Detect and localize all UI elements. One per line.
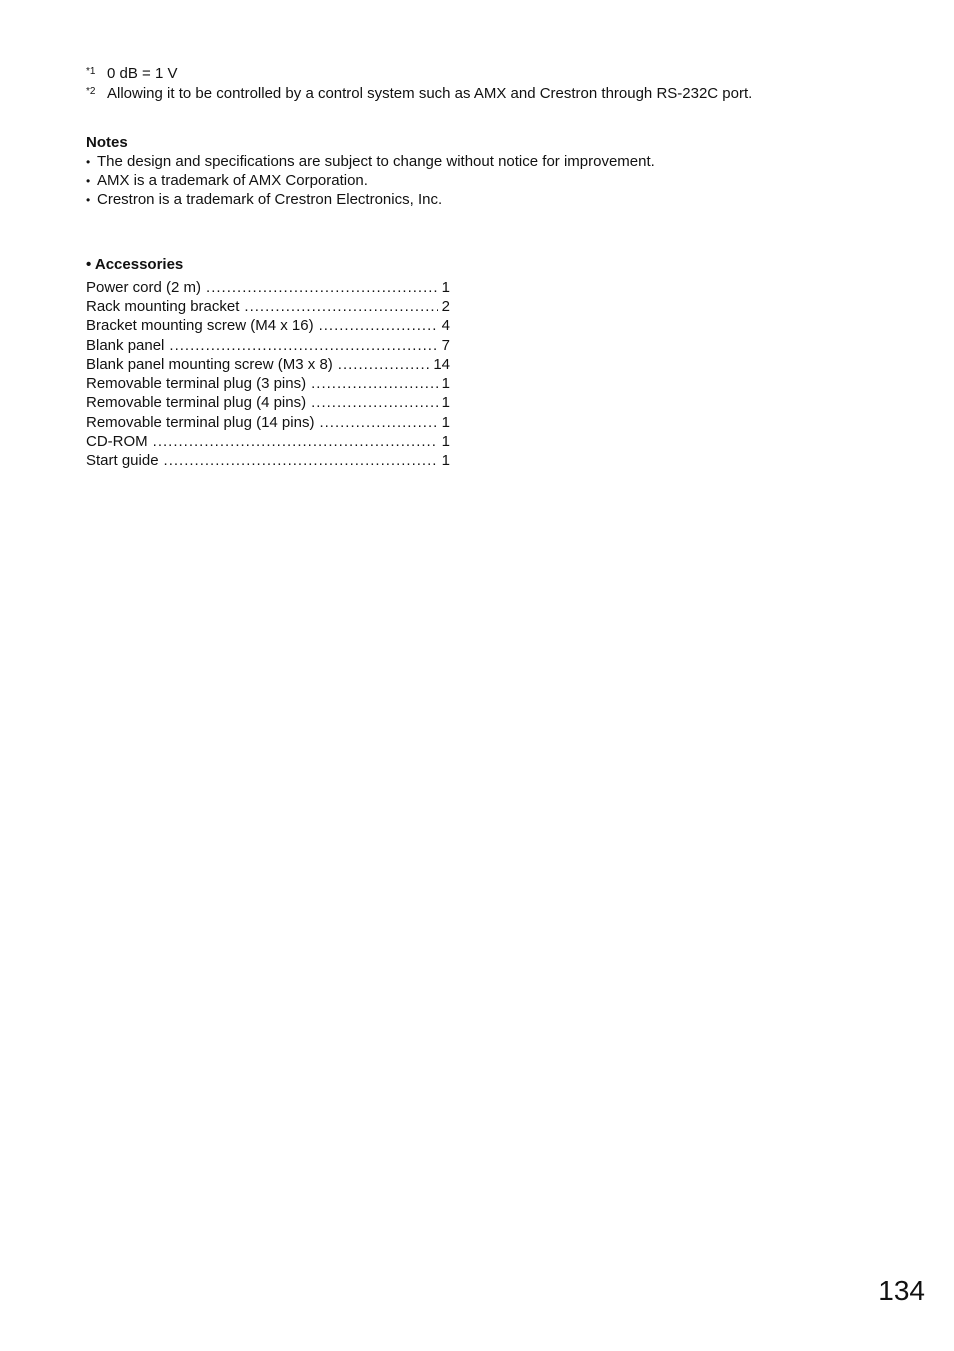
accessory-name: Blank panel xyxy=(86,337,165,354)
footnote-mark: *1 xyxy=(86,66,96,77)
accessory-row xyxy=(86,298,450,316)
dot-leader xyxy=(319,414,437,432)
accessory-qty: 1 xyxy=(441,414,450,431)
accessory-row xyxy=(86,356,450,374)
accessory-qty: 2 xyxy=(441,298,450,315)
accessory-row xyxy=(86,337,450,355)
accessory-row xyxy=(86,394,450,412)
dot-leader xyxy=(153,433,438,451)
note-item xyxy=(86,153,655,171)
dot-leader xyxy=(206,279,438,297)
dot-leader xyxy=(169,337,437,355)
dot-leader xyxy=(319,317,438,335)
note-item xyxy=(86,191,442,209)
accessory-qty: 1 xyxy=(441,452,450,469)
accessory-row xyxy=(86,433,450,451)
accessory-name: Removable terminal plug (14 pins) xyxy=(86,414,315,431)
dot-leader xyxy=(244,298,437,316)
accessory-qty: 1 xyxy=(441,375,450,392)
accessories-heading: • Accessories xyxy=(86,256,184,273)
accessory-row xyxy=(86,375,450,393)
accessory-qty: 1 xyxy=(441,433,450,450)
accessory-row xyxy=(86,414,450,432)
accessory-qty: 4 xyxy=(441,317,450,334)
bullet-icon: • xyxy=(86,155,91,169)
bullet-icon: • xyxy=(86,193,91,207)
note-item xyxy=(86,172,368,190)
notes-heading: Notes xyxy=(86,134,128,151)
accessory-name: Removable terminal plug (4 pins) xyxy=(86,394,307,411)
footnote-mark: *2 xyxy=(86,86,96,97)
note-text: Crestron is a trademark of Crestron Electronics, Inc. xyxy=(97,191,443,208)
accessory-qty: 1 xyxy=(441,394,450,411)
accessory-name: Blank panel mounting screw (M3 x 8) xyxy=(86,356,333,373)
dot-leader xyxy=(311,375,438,393)
accessory-row xyxy=(86,317,450,335)
accessory-name: Bracket mounting screw (M4 x 16) xyxy=(86,317,314,334)
accessory-name: Start guide xyxy=(86,452,159,469)
accessory-qty: 7 xyxy=(441,337,450,354)
accessory-row xyxy=(86,279,450,297)
note-text: AMX is a trademark of AMX Corporation. xyxy=(97,172,368,189)
accessory-name: Power cord (2 m) xyxy=(86,279,202,296)
note-text: The design and specifications are subject to change without notice for improvement. xyxy=(97,153,655,170)
bullet-icon: • xyxy=(86,174,91,188)
page-number: 134 xyxy=(878,1275,925,1306)
dot-leader xyxy=(164,452,438,470)
footnote-text: 0 dB = 1 V xyxy=(107,65,178,82)
accessory-name: Rack mounting bracket xyxy=(86,298,240,315)
footnote-text: Allowing it to be controlled by a control system such as AMX and Crestron through RS-232C port. xyxy=(107,85,753,102)
accessory-name: CD-ROM xyxy=(86,433,148,450)
accessory-name: Removable terminal plug (3 pins) xyxy=(86,375,307,392)
dot-leader xyxy=(338,356,430,374)
dot-leader xyxy=(311,394,438,412)
accessory-qty: 14 xyxy=(433,356,450,373)
accessory-row xyxy=(86,452,450,470)
accessory-qty: 1 xyxy=(441,279,450,296)
